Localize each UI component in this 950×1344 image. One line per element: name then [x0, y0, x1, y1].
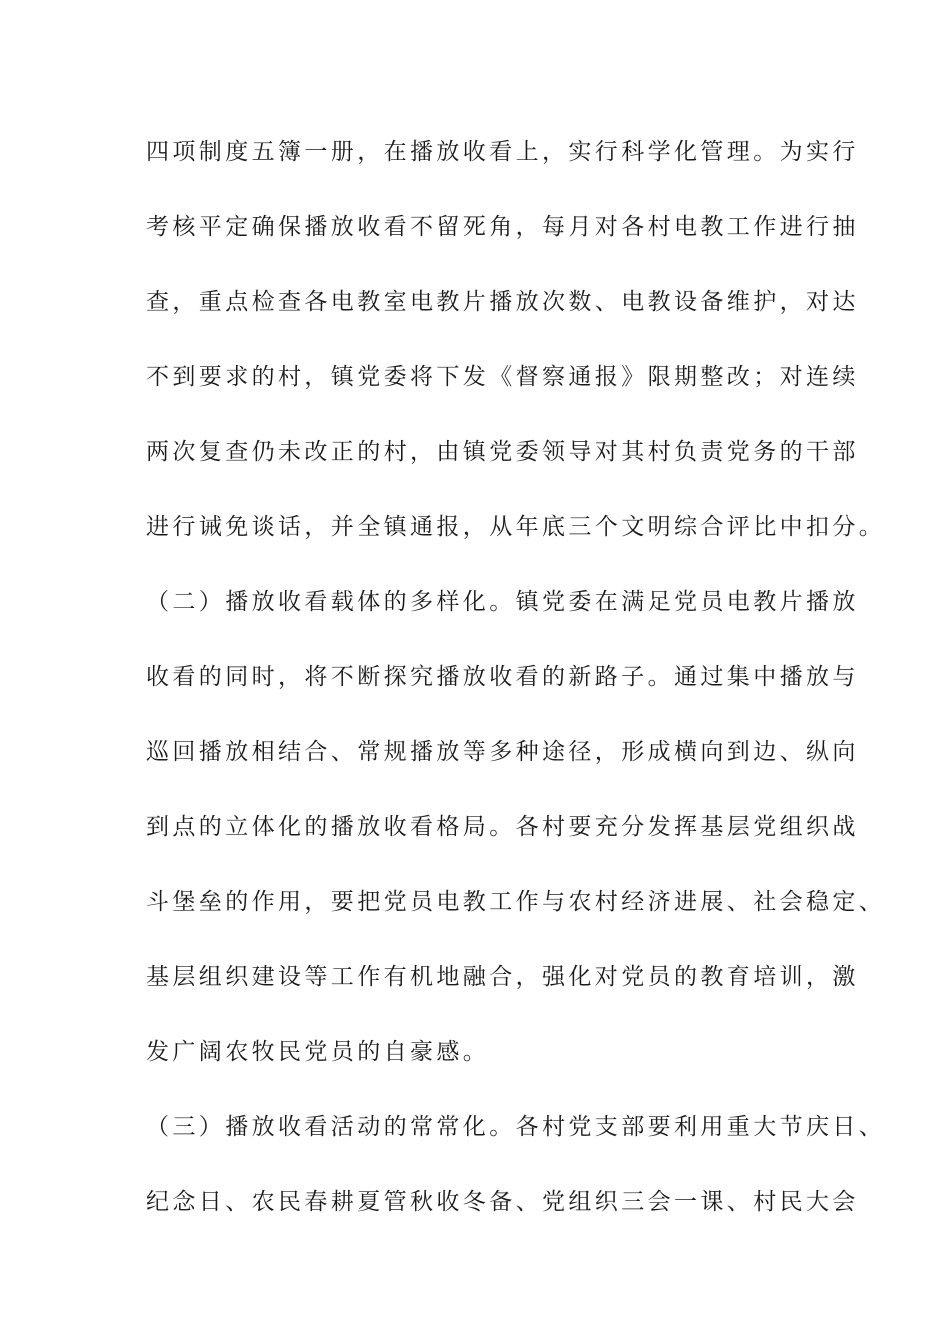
- text-line: 四项制度五簿一册，在播放收看上，实行科学化管理。为实行: [146, 139, 859, 165]
- text-line: 查，重点检查各电教室电教片播放次数、电教设备维护，对达: [146, 289, 859, 315]
- text-line: 纪念日、农民春耕夏管秋收冬备、党组织三会一课、村民大会: [146, 1189, 859, 1215]
- text-line: 巡回播放相结合、常规播放等多种途径，形成横向到边、纵向: [146, 739, 859, 765]
- text-line: 收看的同时，将不断探究播放收看的新路子。通过集中播放与: [146, 664, 859, 690]
- text-line: 不到要求的村，镇党委将下发《督察通报》限期整改；对连续: [146, 364, 859, 390]
- text-line: 考核平定确保播放收看不留死角，每月对各村电教工作进行抽: [146, 214, 859, 240]
- text-line: 基层组织建设等工作有机地融合，强化对党员的教育培训，激: [146, 964, 859, 990]
- text-line: 到点的立体化的播放收看格局。各村要充分发挥基层党组织战: [146, 814, 859, 840]
- text-line: 两次复查仍未改正的村，由镇党委领导对其村负责党务的干部: [146, 439, 859, 465]
- text-line: 发广阔农牧民党员的自豪感。: [146, 1039, 490, 1065]
- text-line: 进行诫免谈话，并全镇通报，从年底三个文明综合评比中扣分。: [146, 514, 886, 540]
- body-text: [146, 132, 886, 1257]
- text-line: （二）播放收看载体的多样化。镇党委在满足党员电教片播放: [146, 589, 859, 615]
- text-line: （三）播放收看活动的常常化。各村党支部要利用重大节庆日、: [146, 1114, 886, 1140]
- text-line: 斗堡垒的作用，要把党员电教工作与农村经济进展、社会稳定、: [146, 889, 886, 915]
